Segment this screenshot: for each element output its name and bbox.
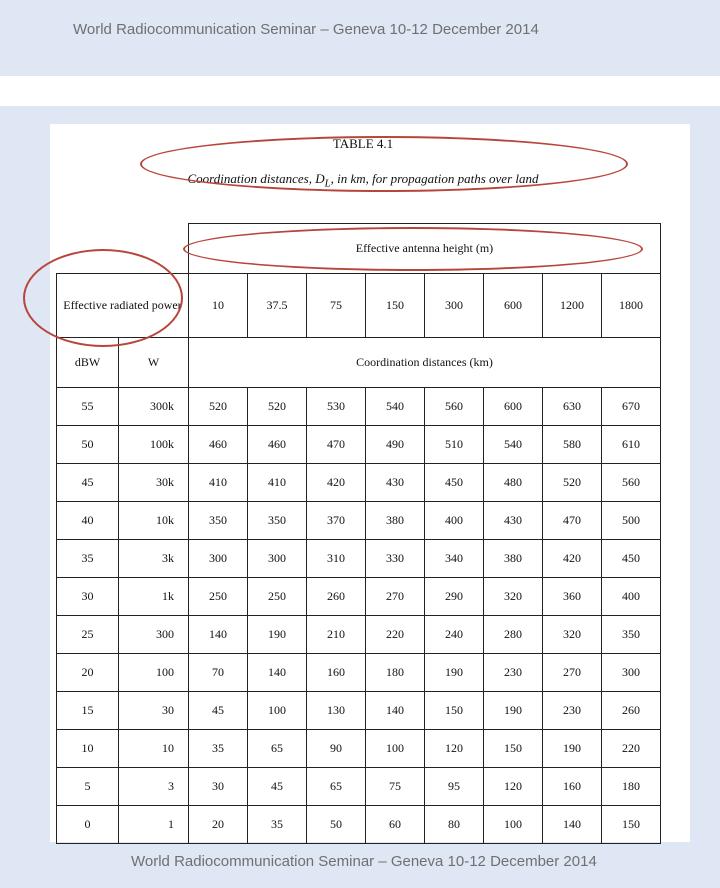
table-row [57, 540, 661, 578]
distance-cell: 560 [425, 388, 484, 426]
distance-cell: 610 [602, 426, 661, 464]
dbw-cell: 20 [57, 654, 119, 692]
distance-cell: 65 [248, 730, 307, 768]
distance-cell: 530 [307, 388, 366, 426]
table-row [57, 730, 661, 768]
header-gap [0, 76, 720, 106]
distance-cell: 300 [248, 540, 307, 578]
table-number: TABLE 4.1 [332, 136, 394, 151]
dbw-cell: 0 [57, 806, 119, 844]
dbw-cell: 35 [57, 540, 119, 578]
distance-cell: 630 [543, 388, 602, 426]
distance-cell: 230 [543, 692, 602, 730]
height-header-0: 10 [189, 274, 248, 338]
distance-cell: 100 [484, 806, 543, 844]
dbw-cell: 10 [57, 730, 119, 768]
w-cell: 100k [119, 426, 189, 464]
distance-cell: 580 [543, 426, 602, 464]
distance-cell: 220 [366, 616, 425, 654]
distance-cell: 160 [307, 654, 366, 692]
distance-cell: 470 [307, 426, 366, 464]
table-row [57, 502, 661, 540]
distance-cell: 140 [248, 654, 307, 692]
unit-dbw-header: dBW [57, 338, 119, 388]
distance-cell: 140 [366, 692, 425, 730]
table-row [57, 654, 661, 692]
distance-cell: 350 [248, 502, 307, 540]
dbw-cell: 15 [57, 692, 119, 730]
distance-cell: 330 [366, 540, 425, 578]
dbw-cell: 30 [57, 578, 119, 616]
distance-cell: 190 [248, 616, 307, 654]
w-cell: 300 [119, 616, 189, 654]
distance-cell: 230 [484, 654, 543, 692]
dbw-cell: 5 [57, 768, 119, 806]
distance-cell: 30 [189, 768, 248, 806]
w-cell: 10k [119, 502, 189, 540]
distance-cell: 350 [189, 502, 248, 540]
table-row [57, 426, 661, 464]
caption-post: , in km, for propagation paths over land [330, 171, 539, 186]
height-header-4: 300 [425, 274, 484, 338]
distance-cell: 50 [307, 806, 366, 844]
right-margin-band [690, 124, 720, 842]
distance-cell: 120 [425, 730, 484, 768]
distance-cell: 140 [543, 806, 602, 844]
distance-cell: 80 [425, 806, 484, 844]
distance-cell: 540 [366, 388, 425, 426]
distance-cell: 190 [484, 692, 543, 730]
dbw-cell: 45 [57, 464, 119, 502]
table-row [57, 692, 661, 730]
distance-cell: 510 [425, 426, 484, 464]
distance-cell: 410 [189, 464, 248, 502]
distance-cell: 460 [248, 426, 307, 464]
antenna-height-header: Effective antenna height (m) [189, 224, 661, 274]
caption-pre: Coordination distances, [187, 171, 316, 186]
distance-cell: 560 [602, 464, 661, 502]
caption-subscript: L [324, 177, 331, 190]
distance-cell: 90 [307, 730, 366, 768]
distance-cell: 410 [248, 464, 307, 502]
distance-cell: 160 [543, 768, 602, 806]
height-header-1: 37.5 [248, 274, 307, 338]
distance-cell: 140 [189, 616, 248, 654]
distance-cell: 150 [602, 806, 661, 844]
distance-cell: 190 [425, 654, 484, 692]
distance-cell: 20 [189, 806, 248, 844]
distance-cell: 600 [484, 388, 543, 426]
distance-cell: 290 [425, 578, 484, 616]
w-cell: 300k [119, 388, 189, 426]
distance-cell: 520 [248, 388, 307, 426]
height-header-2: 75 [307, 274, 366, 338]
distance-cell: 250 [189, 578, 248, 616]
distance-cell: 70 [189, 654, 248, 692]
distance-cell: 670 [602, 388, 661, 426]
distance-cell: 75 [366, 768, 425, 806]
distance-cell: 190 [543, 730, 602, 768]
w-cell: 30 [119, 692, 189, 730]
w-cell: 1 [119, 806, 189, 844]
height-header-5: 600 [484, 274, 543, 338]
distance-cell: 300 [602, 654, 661, 692]
distance-cell: 180 [602, 768, 661, 806]
header-band [0, 0, 720, 76]
distance-cell: 540 [484, 426, 543, 464]
distance-cell: 45 [248, 768, 307, 806]
w-cell: 1k [119, 578, 189, 616]
distance-cell: 60 [366, 806, 425, 844]
w-cell: 3k [119, 540, 189, 578]
distance-cell: 300 [189, 540, 248, 578]
table-caption [43, 171, 683, 190]
table-row [57, 578, 661, 616]
distance-cell: 380 [484, 540, 543, 578]
distance-cell: 360 [543, 578, 602, 616]
table-row [57, 464, 661, 502]
height-header-6: 1200 [543, 274, 602, 338]
slide-footer: World Radiocommunication Seminar – Geneva 10-12 December 2014 [131, 853, 597, 870]
distance-cell: 35 [248, 806, 307, 844]
distance-cell: 35 [189, 730, 248, 768]
distance-cell: 480 [484, 464, 543, 502]
distance-cell: 380 [366, 502, 425, 540]
distance-cell: 150 [484, 730, 543, 768]
distance-cell: 45 [189, 692, 248, 730]
distance-cell: 310 [307, 540, 366, 578]
erp-header: Effective radiated power [57, 274, 189, 338]
distance-cell: 450 [602, 540, 661, 578]
table-row [57, 768, 661, 806]
caption-symbol: D [315, 171, 325, 186]
distance-cell: 180 [366, 654, 425, 692]
distance-cell: 420 [307, 464, 366, 502]
distance-cell: 240 [425, 616, 484, 654]
w-cell: 10 [119, 730, 189, 768]
distance-cell: 250 [248, 578, 307, 616]
w-cell: 30k [119, 464, 189, 502]
distance-cell: 350 [602, 616, 661, 654]
distance-cell: 520 [189, 388, 248, 426]
table-corner-blank [57, 224, 189, 274]
dbw-cell: 25 [57, 616, 119, 654]
distance-cell: 100 [248, 692, 307, 730]
coordination-distance-header: Coordination distances (km) [189, 338, 661, 388]
distance-cell: 430 [366, 464, 425, 502]
distance-cell: 340 [425, 540, 484, 578]
distance-cell: 430 [484, 502, 543, 540]
distance-cell: 470 [543, 502, 602, 540]
dbw-cell: 55 [57, 388, 119, 426]
distance-cell: 65 [307, 768, 366, 806]
w-cell: 100 [119, 654, 189, 692]
distance-cell: 320 [543, 616, 602, 654]
distance-cell: 270 [543, 654, 602, 692]
distance-cell: 130 [307, 692, 366, 730]
slide-header: World Radiocommunication Seminar – Geneva 10-12 December 2014 [73, 21, 539, 38]
left-margin-band [0, 124, 50, 842]
distance-cell: 420 [543, 540, 602, 578]
w-cell: 3 [119, 768, 189, 806]
distance-cell: 95 [425, 768, 484, 806]
height-header-3: 150 [366, 274, 425, 338]
distance-cell: 220 [602, 730, 661, 768]
distance-cell: 280 [484, 616, 543, 654]
height-header-7: 1800 [602, 274, 661, 338]
distance-cell: 260 [602, 692, 661, 730]
distance-cell: 400 [425, 502, 484, 540]
distance-cell: 320 [484, 578, 543, 616]
unit-w-header: W [119, 338, 189, 388]
distance-cell: 260 [307, 578, 366, 616]
distance-cell: 370 [307, 502, 366, 540]
coordination-distance-table [56, 223, 661, 844]
distance-cell: 150 [425, 692, 484, 730]
distance-cell: 210 [307, 616, 366, 654]
distance-cell: 450 [425, 464, 484, 502]
document-top-band [0, 106, 720, 124]
distance-cell: 400 [602, 578, 661, 616]
table-row [57, 388, 661, 426]
distance-cell: 270 [366, 578, 425, 616]
distance-cell: 120 [484, 768, 543, 806]
distance-cell: 520 [543, 464, 602, 502]
dbw-cell: 50 [57, 426, 119, 464]
table-row [57, 806, 661, 844]
distance-cell: 100 [366, 730, 425, 768]
distance-cell: 460 [189, 426, 248, 464]
dbw-cell: 40 [57, 502, 119, 540]
table-row [57, 616, 661, 654]
distance-cell: 500 [602, 502, 661, 540]
distance-cell: 490 [366, 426, 425, 464]
